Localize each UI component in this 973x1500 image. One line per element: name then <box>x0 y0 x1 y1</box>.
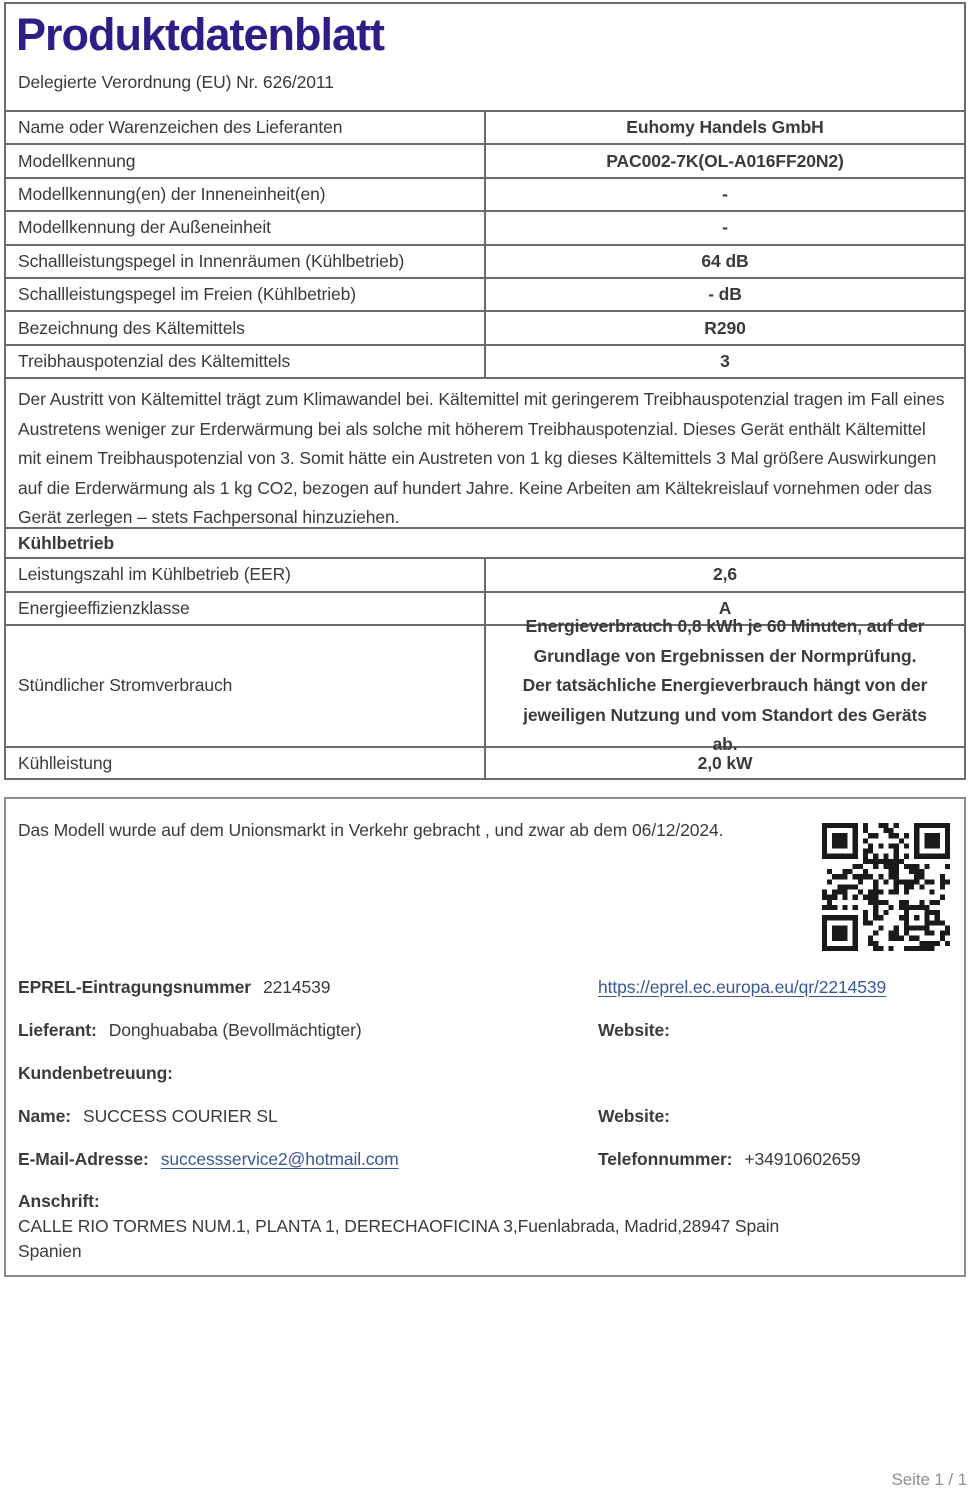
table-row <box>6 746 964 779</box>
row-label: Bezeichnung des Kältemittels <box>6 312 486 343</box>
address-line2: Spanien <box>18 1241 82 1261</box>
row-value: 3 <box>720 350 730 371</box>
address-label-row <box>18 1191 100 1212</box>
row-value: - <box>722 183 728 204</box>
row-value: A <box>718 597 732 618</box>
table-row <box>6 143 964 176</box>
website-label: Website: <box>598 1020 670 1040</box>
name-label: Name: <box>18 1106 71 1126</box>
website2-row <box>598 1106 670 1127</box>
table-row <box>6 344 964 377</box>
table-row <box>6 177 964 210</box>
phone-value: +34910602659 <box>744 1149 861 1169</box>
row-value: PAC002-7K(OL-A016FF20N2) <box>606 150 844 171</box>
refrigerant-note: Der Austritt von Kältemittel trägt zum Klimawandel bei. Kältemittel mit geringerem Treibhauspotenzial tragen im Fall eines Austretens weniger zur Erderwärmung bei als solche mit höherem Treibhauspotenzial. Dieses Gerät enthält Kältemittel mit einem Treibhauspotenzial von 3. Somit hätte ein Austreten von 1 kg dieses Kältemittels 3 Mal größere Auswirkungen auf die Erderwärmung als 1 kg CO2, bezogen auf hundert Jahre. Keine Arbeiten am Kältekreislauf vornehmen oder das Gerät zerlegen – stets Fachpersonal hinzuziehen. <box>6 377 964 527</box>
eprel-number: 2214539 <box>263 977 331 997</box>
document-header <box>6 4 964 110</box>
row-value: Euhomy Handels GmbH <box>626 117 824 138</box>
datasheet-box <box>4 2 966 780</box>
market-statement: Das Modell wurde auf dem Unionsmarkt in Verkehr gebracht , und zwar ab dem 06/12/2024. <box>18 820 724 840</box>
eprel-link[interactable]: https://eprel.ec.europa.eu/qr/2214539 <box>598 977 887 997</box>
customer-service-row <box>18 1063 173 1084</box>
email-label: E-Mail-Adresse: <box>18 1149 149 1169</box>
table-row <box>6 310 964 343</box>
row-value: Energieverbrauch 0,8 kWh je 60 Minuten, auf der Grundlage von Ergebnissen der Normprüfung. Der tatsächliche Energieverbrauch hängt von der jeweiligen Nutzung und vom Standort des Geräts ab. <box>522 616 928 755</box>
customer-service-label: Kundenbetreuung: <box>18 1063 173 1083</box>
section-header-cooling: Kühlbetrieb <box>6 527 964 557</box>
supplier-value: Donghuababa (Bevollmächtigter) <box>108 1020 362 1040</box>
supplier-row <box>18 1020 362 1041</box>
row-value: 2,6 <box>712 564 738 585</box>
row-label: Modellkennung <box>6 145 486 176</box>
table-row <box>6 244 964 277</box>
eprel-row <box>18 977 330 998</box>
table-row <box>6 557 964 590</box>
table-row <box>6 616 964 755</box>
table-row <box>6 277 964 310</box>
address-label: Anschrift: <box>18 1191 100 1211</box>
row-label: Leistungszahl im Kühlbetrieb (EER) <box>6 559 486 590</box>
row-label: Modellkennung der Außeneinheit <box>6 212 486 243</box>
row-label: Energieeffizienzklasse <box>6 593 486 624</box>
row-label: Name oder Warenzeichen des Lieferanten <box>6 112 486 143</box>
qr-code-icon <box>822 823 950 951</box>
row-label: Schallleistungspegel in Innenräumen (Kühlbetrieb) <box>6 246 486 277</box>
row-label: Modellkennung(en) der Inneneinheit(en) <box>6 179 486 210</box>
regulation-subtitle: Delegierte Verordnung (EU) Nr. 626/2011 <box>18 72 334 92</box>
email-link[interactable]: successservice2@hotmail.com <box>160 1149 399 1169</box>
row-value: 2,0 kW <box>697 753 753 774</box>
name-value: SUCCESS COURIER SL <box>83 1106 278 1126</box>
row-label: Stündlicher Stromverbrauch <box>6 626 486 746</box>
row-value: - <box>722 217 728 238</box>
supplier-label: Lieferant: <box>18 1020 97 1040</box>
row-label: Schallleistungspegel im Freien (Kühlbetrieb) <box>6 279 486 310</box>
website-row <box>598 1020 670 1041</box>
row-label: Treibhauspotenzial des Kältemittels <box>6 346 486 377</box>
row-value: R290 <box>704 317 746 338</box>
table-row <box>6 210 964 243</box>
address-line1: CALLE RIO TORMES NUM.1, PLANTA 1, DERECHAOFICINA 3,Fuenlabrada, Madrid,28947 Spain <box>18 1216 780 1236</box>
eprel-label: EPREL-Eintragungsnummer <box>18 977 252 997</box>
row-value: - dB <box>708 284 742 305</box>
row-value: 64 dB <box>701 250 749 271</box>
eprel-link-wrap <box>598 977 886 998</box>
contact-name-row <box>18 1106 278 1127</box>
website2-label: Website: <box>598 1106 670 1126</box>
phone-label: Telefonnummer: <box>598 1149 733 1169</box>
phone-row <box>598 1149 861 1170</box>
email-row <box>18 1149 399 1170</box>
page-number: Seite 1 / 1 <box>891 1470 967 1489</box>
market-info-box <box>4 797 966 1277</box>
page-title: Produktdatenblatt <box>16 9 385 60</box>
row-label: Kühlleistung <box>6 748 486 779</box>
table-row <box>6 110 964 143</box>
